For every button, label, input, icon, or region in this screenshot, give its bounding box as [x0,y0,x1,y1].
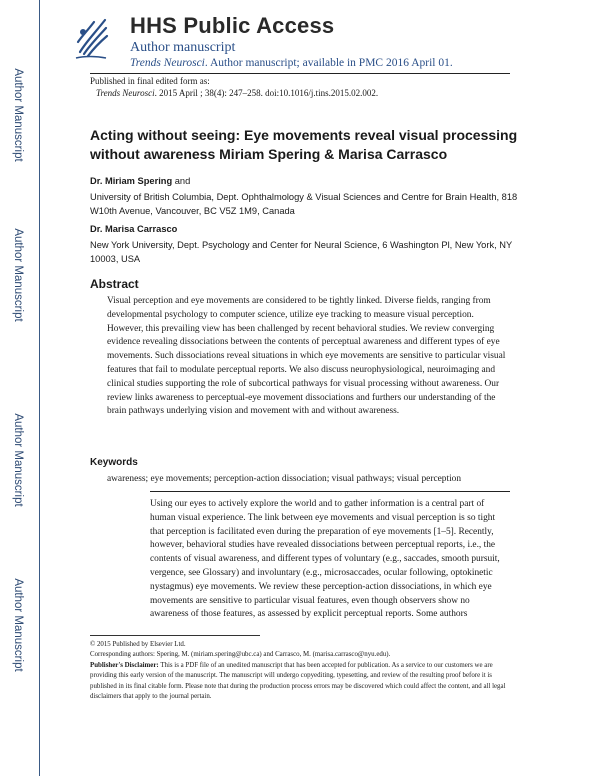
abstract-text: Visual perception and eye movements are considered to be tightly linked. Diverse fields, ranging from developmental psychology to computer science, utilize eye tracking to measure visual perception. However, this prevailing view has been challenged by recent behavioral studies. We review converging evidence revealing dissociations between the contents of perceptual awareness and different types of eye movements. Such dissociations reveal situations in which eye movements are sensitive to particular visual features that fail to modulate perceptual reports. We also discuss neurophysiological, neuroimaging and clinical studies supporting the role of subcortical pathways for visual processing without awareness. Our review links awareness to perceptual-eye movement dissociations and furthers our understanding of the brain pathways underlying vision and movement with and without awareness. [107,296,506,417]
hhs-title: HHS Public Access [130,13,335,38]
sidebar-label-1: Author Manuscript [12,68,24,162]
sidebar-divider [39,0,40,776]
hhs-subtitle: Author manuscript [130,40,236,55]
body-rule [150,491,510,492]
author-affiliation-1: University of British Columbia, Dept. Ophthalmology & Visual Sciences and Centre for Brain Health, 818 W10th Avenue, Vancouver, BC V5Z 1M9, Canada [90,192,518,216]
sidebar-label-2: Author Manuscript [12,228,24,322]
article-title: Acting without seeing: Eye movements reveal visual processing without awareness Miriam Spering & Marisa Carrasco [90,127,518,162]
sidebar-label-3: Author Manuscript [12,413,24,507]
corresponding-authors: Corresponding authors: Spering, M. (miriam.spering@ubc.ca) and Carrasco, M. (marisa.carrasco@nyu.edu). [90,651,391,659]
header-rule [90,73,510,74]
footnotes [90,640,510,702]
author-affiliation-2: New York University, Dept. Psychology and Center for Neural Science, 6 Washington Pl, New York, NY 10003, USA [90,240,513,264]
footnote-rule [90,635,260,636]
keywords-heading: Keywords [90,457,138,468]
keywords-text: awareness; eye movements; perception-action dissociation; visual pathways; visual perception [107,474,462,484]
abstract-heading: Abstract [90,277,139,291]
body-paragraph: Using our eyes to actively explore the world and to gather information is a central part of human visual experience. The link between eye movements and visual perception is so tight that perception is facilitated even during the preparation of eye movements [1–5]. Recently, however, behavioral studies have revealed dissociations between perceptual reports, i.e., the contents of visual awareness, and different types of voluntary (e.g., saccades, smooth pursuit, vergence, see Glossary) and involuntary (e.g., microsaccades, ocular following, optokinetic nystagmus) eye movements. We review these perception-action dissociations, in which eye movements are sensitive to particular visual features, even though observers show no awareness of those features, as assessed by explicit perceptual reports. Some authors [150,499,500,620]
publisher-disclaimer: Publisher's Disclaimer: This is a PDF file of an unedited manuscript that has been accepted for publication. As a service to our customers we are providing this early version of the manuscript. The manuscript will undergo copyediting, typesetting, and review of the resulting proof before it is published in its final citable form. Please note that during the production process errors may be discovered which could affect the content, and all legal disclaimers that apply to the journal pertain. [90,661,506,701]
published-note: Published in final edited form as: [90,76,210,86]
author-name-2: Dr. Marisa Carrasco [90,224,178,234]
journal-availability: Trends Neurosci. Author manuscript; available in PMC 2016 April 01. [130,57,453,69]
sidebar-label-4: Author Manuscript [12,578,24,672]
author-name-1: Dr. Miriam Spering and [90,176,191,186]
hhs-eagle-icon [72,12,110,60]
citation: Trends Neurosci. 2015 April ; 38(4): 247–258. doi:10.1016/j.tins.2015.02.002. [96,88,379,98]
copyright: © 2015 Published by Elsevier Ltd. [90,641,186,648]
